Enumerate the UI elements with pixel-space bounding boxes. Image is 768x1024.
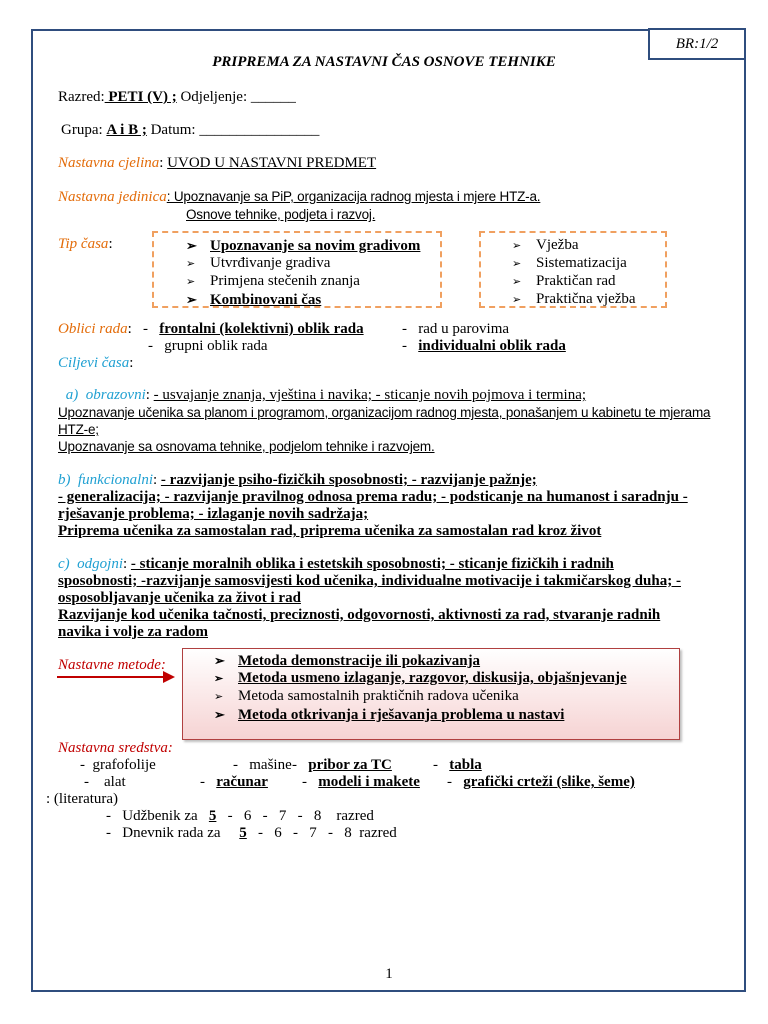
grade: 6 (243, 808, 252, 824)
sredstva-row-1d: - tabla (433, 757, 482, 773)
razred-word: razred (336, 808, 374, 824)
datum-blank: ________________ (199, 122, 320, 138)
obrazovni-line3: HTZ-e; (58, 422, 99, 437)
razred-value: PETI (V) ; (104, 89, 177, 105)
sredstvo-item: alat (104, 774, 126, 790)
odjeljenje-blank: ______ (250, 89, 296, 105)
tip-label-row: Tip časa: (58, 236, 113, 252)
metode-arrow-line (57, 676, 165, 678)
grade: 8 (313, 808, 322, 824)
odjeljenje-label: Odjeljenje: (176, 89, 251, 105)
jedinica-line1: : Upoznavanje sa PiP, organizacija radnog mjesta i mjere HTZ-a. (166, 189, 541, 204)
tip-item: ➢ Vježba (512, 237, 636, 255)
sredstvo-item: mašine (249, 757, 292, 773)
funkcionalni-row: b) funkcionalni: - razvijanje psiho-fizičkih sposobnosti; - razvijanje pažnje; (58, 472, 537, 488)
metoda-item: ➢ Metoda demonstracije ili pokazivanja (214, 652, 627, 670)
jedinica-row (58, 189, 540, 206)
oblici-row-1b: - rad u parovima (402, 321, 510, 337)
tip-item: ➢ Praktičan rad (512, 273, 636, 291)
metoda-item: ➢ Metoda usmeno izlaganje, razgovor, diskusija, objašnjevanje (214, 670, 627, 688)
tip-item: ➢ Primjena stečenih znanja (186, 273, 420, 291)
tip-left-list (186, 237, 420, 309)
oblici-label: Oblici rada (58, 321, 128, 337)
jedinica-label: Nastavna jedinica (58, 189, 167, 205)
odgojni-label: odgojni (77, 556, 123, 572)
metoda-item: ➢ Metoda otkrivanja i rješavanja problema u nastavi (214, 706, 627, 724)
obrazovni-line4: Upoznavanje sa osnovama tehnike, podjelom tehnike i razvojem. (58, 439, 435, 454)
grade: 7 (309, 825, 317, 841)
cjelina-row: Nastavna cjelina: UVOD U NASTAVNI PREDMET (58, 155, 377, 171)
ciljevi-label: Ciljevi časa (58, 355, 130, 371)
obrazovni-line2: Upoznavanje učenika sa planom i programom, organizacijom radnog mjesta, ponašanjem u kabinetu te mjerama (58, 405, 711, 420)
oblik-item: frontalni (kolektivni) oblik rada (159, 321, 364, 337)
tip-item: ➢ Utvrđivanje gradiva (186, 255, 420, 273)
sredstva-row-1b: - mašine (233, 757, 292, 773)
udzbenik-row: - Udžbenik za 5 - 6 - 7 - 8 razred (106, 808, 374, 824)
sredstva-row-2c: - modeli i makete (302, 774, 420, 790)
tip-item: ➢ Sistematizacija (512, 255, 636, 273)
odgojni-line1: - sticanje moralnih oblika i estetskih sposobnosti; - sticanje fizičkih i radnih (130, 556, 614, 572)
oblici-row-1: Oblici rada: - frontalni (kolektivni) oblik rada (58, 321, 364, 337)
grupa-row (61, 122, 319, 139)
document-title: PRIPREMA ZA NASTAVNI ČAS OSNOVE TEHNIKE (212, 54, 556, 70)
razred-row (58, 89, 296, 106)
odgojni-row: c) odgojni: - sticanje moralnih oblika i estetskih sposobnosti; - sticanje fizičkih i radnih (58, 556, 614, 572)
funkcionalni-line3: rješavanje problema; - izlaganje novih sadržaja; (58, 506, 369, 522)
literatura-label: : (literatura) (46, 791, 119, 807)
odgojni-line2: sposobnosti; -razvijanje samosvijesti kod učenika, individualne motivacije i takmičarskog duha; - (58, 573, 681, 589)
razred-label: Razred: (58, 89, 105, 105)
tip-right-list (512, 237, 636, 309)
sredstva-row-2b: - računar (200, 774, 268, 790)
udzbenik-label: Udžbenik za (122, 808, 198, 824)
sredstvo-item: pribor za TC (308, 757, 392, 773)
grade: 6 (274, 825, 282, 841)
document-number-badge: BR:1/2 (648, 28, 746, 60)
grupa-value: A i B ; (106, 122, 147, 138)
funkcionalni-line4: Priprema učenika za samostalan rad, priprema učenika za samostalan rad kroz život (58, 523, 602, 539)
sredstvo-item: tabla (449, 757, 482, 773)
sredstvo-item: grafički crteži (slike, šeme) (463, 774, 635, 790)
cjelina-label: Nastavna cjelina (58, 155, 160, 171)
grade: 5 (239, 825, 247, 841)
grade: 5 (208, 808, 217, 824)
funkcionalni-line2: - generalizacija; - razvijanje pravilnog odnosa prema radu; - podsticanje na humanost i saradnju - (58, 489, 688, 505)
oblici-row-2: - grupni oblik rada (148, 338, 268, 354)
odgojni-line5: navika i volje za radom (58, 624, 208, 640)
sredstva-row-1: - grafofolije (80, 757, 156, 773)
tip-item: ➢ Praktična vježba (512, 291, 636, 309)
jedinica-line2: Osnove tehnike, podjeta i razvoj. (186, 207, 376, 222)
grupa-label: Grupa: (61, 122, 107, 138)
sredstvo-item: grafofolije (92, 757, 156, 773)
grade: 8 (344, 825, 352, 841)
obrazovni-line1: - usvajanje znanja, vještina i navika; - sticanje novih pojmova i termina; (153, 387, 587, 403)
dnevnik-label: Dnevnik rada za (122, 825, 221, 841)
oblik-item: grupni oblik rada (164, 338, 268, 354)
obrazovni-row: a) obrazovni: - usvajanje znanja, vještina i navika; - sticanje novih pojmova i termina; (62, 387, 587, 403)
page-number: 1 (385, 966, 393, 982)
metode-label: Nastavne metode: (58, 657, 166, 673)
sredstva-row-1c: - pribor za TC (292, 757, 392, 773)
funkcionalni-line1: - razvijanje psiho-fizičkih sposobnosti; - razvijanje pažnje; (160, 472, 537, 488)
sredstva-row-2d: - grafički crteži (slike, šeme) (447, 774, 635, 790)
sredstvo-item: računar (216, 774, 268, 790)
odgojni-line3: osposobljavanje učenika za život i rad (58, 590, 301, 606)
funkcionalni-label: funkcionalni (78, 472, 153, 488)
oblik-item: individualni oblik rada (418, 338, 566, 354)
dnevnik-row: - Dnevnik rada za 5 - 6 - 7 - 8 razred (106, 825, 397, 841)
razred-word: razred (359, 825, 397, 841)
obrazovni-label: obrazovni (85, 387, 146, 403)
sredstva-label: Nastavna sredstva: (58, 740, 173, 756)
metode-list (214, 652, 627, 724)
sredstva-row-2: - alat (84, 774, 126, 790)
ciljevi-row: Ciljevi časa: (58, 355, 134, 371)
cjelina-value: UVOD U NASTAVNI PREDMET (167, 155, 377, 171)
arrow-right-icon (163, 671, 175, 683)
tip-item: ➢ Kombinovani čas (186, 291, 420, 309)
odgojni-line4: Razvijanje kod učenika tačnosti, preciznosti, odgovornosti, aktivnosti za rad, stvaranje radnih (58, 607, 661, 623)
oblici-row-2b: - individualni oblik rada (402, 338, 566, 354)
metoda-item: ➢ Metoda samostalnih praktičnih radova učenika (214, 688, 627, 706)
sredstvo-item: modeli i makete (318, 774, 420, 790)
oblik-item: rad u parovima (418, 321, 510, 337)
tip-label: Tip časa (58, 236, 109, 252)
grade: 7 (278, 808, 287, 824)
datum-label: Datum: (146, 122, 200, 138)
tip-item: ➢ Upoznavanje sa novim gradivom (186, 237, 420, 255)
